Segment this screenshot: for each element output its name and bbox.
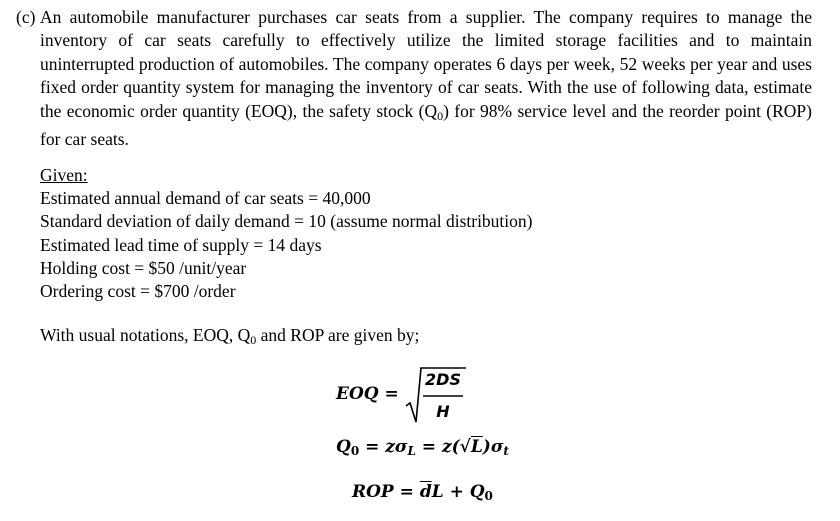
q0-term-3: )σ [482, 437, 504, 457]
q0-symbol: Q [336, 437, 351, 457]
q0-subscript-t: t [503, 444, 509, 458]
given-item-std-dev: Standard deviation of daily demand = 10 (assume normal distribution) [40, 211, 533, 232]
question-text-part-2: ) for 98% service level and the reorder point (ROP) for car seats. [40, 100, 812, 150]
given-item-lead-time: Estimated lead time of supply = 14 days [40, 234, 322, 255]
given-item-ordering-cost: Ordering cost = $700 /order [40, 281, 236, 302]
reorder-point-formula [352, 482, 493, 503]
rop-d-bar: $\overline{d}$ [419, 482, 432, 502]
formula-intro [40, 324, 419, 352]
q0-term-1: = zσ [359, 437, 408, 457]
rop-lhs: ROP = [352, 482, 420, 502]
q0-subscript: 0 [350, 444, 360, 458]
question-subscript: 0 [437, 108, 444, 123]
question-label: (c) [16, 7, 36, 27]
eoq-numerator: 2DS [425, 370, 461, 389]
intro-part-1: With usual notations, EOQ, Q [40, 325, 251, 345]
q0-term-2: = z(√ [415, 437, 471, 457]
rop-rest: L + Q [431, 482, 485, 502]
eoq-formula-lhs: EOQ = [336, 384, 399, 404]
safety-stock-formula [336, 437, 509, 458]
given-item-holding-cost: Holding cost = $50 /unit/year [40, 257, 247, 278]
given-item-demand: Estimated annual demand of car seats = 40,000 [40, 188, 371, 209]
given-section [40, 164, 532, 303]
given-heading: Given: [40, 165, 88, 185]
intro-subscript: 0 [250, 333, 257, 347]
question-paragraph [16, 6, 812, 151]
question-text-part-1: An automobile manufacturer purchases car seats from a supplier. The company requires to manage the inventory of car seats carefully to effectively utilize the limited storage facilities and to maintain uninterrupted production of automobiles. The company operates 6 days per week, 52 weeks per year and uses fixed order quantity system for managing the inventory of car seats. With the use of following data, estimate the economic order quantity (EOQ), the safety stock (Q [40, 7, 812, 121]
rop-subscript: 0 [484, 489, 493, 503]
intro-part-2: and ROP are given by; [256, 325, 420, 345]
q0-subscript-l: L [407, 444, 416, 458]
q0-sqrt-l: L [470, 437, 483, 457]
question-text [40, 6, 812, 151]
eoq-denominator: H [436, 402, 450, 421]
